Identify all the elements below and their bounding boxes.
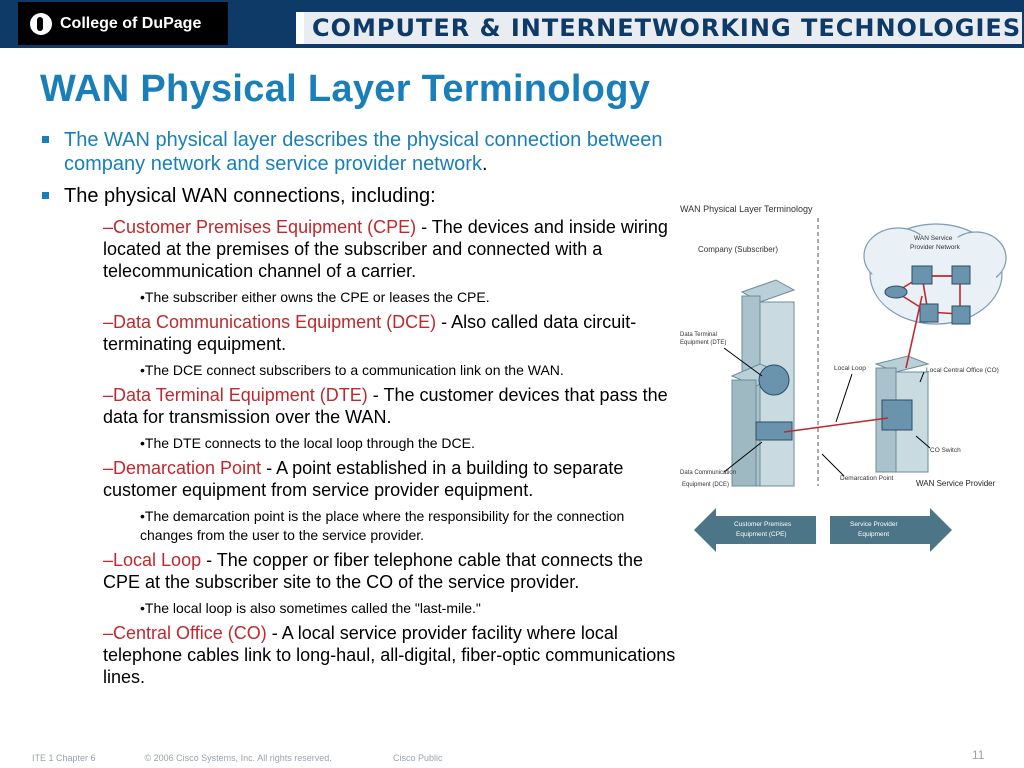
term-local-loop: –Local Loop [103,550,202,570]
item-cpe [103,216,678,282]
term-dce: –Data Communications Equipment (DCE) [103,312,437,332]
item-local-loop [103,549,678,593]
footer-copyright: © 2006 Cisco Systems, Inc. All rights reserved. [144,753,332,763]
footer-classification: Cisco Public [393,753,443,763]
term-central-office: –Central Office (CO) [103,623,267,643]
desc-local-loop: - The copper or fiber telephone cable that connects the CPE at the subscriber site to the CO of the service provider. [103,550,644,592]
item-central-office [103,622,678,688]
term-cpe: –Customer Premises Equipment (CPE) [103,217,417,237]
sub-cpe: •The subscriber either owns the CPE or leases the CPE. [140,289,490,305]
desc-dce: - Also called data circuit-terminating equipment. [103,312,637,354]
label-co: Local Central Office (CO) [926,367,999,374]
label-cloud-1: WAN Service [914,235,953,242]
college-logo-icon [30,13,52,35]
desc-demarcation: - A point established in a building to separate customer equipment from service provider equipment. [103,458,624,500]
cpe-arrow [694,508,816,552]
footer-course: ITE 1 Chapter 6 [32,753,96,763]
bullet-wan-physical-layer [40,128,678,176]
figure-title: WAN Physical Layer Terminology [680,204,813,214]
college-logo-text: College of DuPage [60,14,202,32]
sub-local-loop: •The local loop is also sometimes called the "last-mile." [140,600,481,616]
wan-terminology-diagram [676,196,1020,556]
label-cloud-2: Provider Network [910,244,960,251]
label-provider: WAN Service Provider [916,479,996,488]
term-dte: –Data Terminal Equipment (DTE) [103,385,368,405]
sub-demarcation: •The demarcation point is the place where the responsibility for the connection changes from the user to the service provider. [140,508,625,543]
provider-building [876,356,928,472]
bullet-period: . [481,153,488,175]
provider-arrow [830,508,952,552]
slide-footer [32,753,443,763]
desc-cpe: - The devices and inside wiring located at the premises of the subscriber and connected with a telecommunication channel of a carrier. [103,217,668,281]
sub-dte: •The DTE connects to the local loop through the DCE. [140,435,475,451]
label-dte-2: Equipment (DTE) [680,340,727,346]
desc-dte: - The customer devices that pass the data for transmission over the WAN. [103,385,668,427]
label-co-switch: CO Switch [930,447,961,454]
page-number: 11 [972,748,985,762]
bullet-text: The WAN physical layer describes the physical connection between company network and service provider network [64,129,663,175]
bullet-text: The physical WAN connections, including: [64,185,436,207]
slide-title: WAN Physical Layer Terminology [40,68,651,110]
router-icon [759,365,789,395]
label-company: Company (Subscriber) [698,245,779,254]
label-dce-1: Data Communication [680,470,737,476]
slide-content [40,128,678,688]
arrow-left-text-2: Equipment (CPE) [736,531,787,538]
label-demarc: Demarcation Point [840,475,894,482]
arrow-right-text-2: Equipment [858,531,890,538]
label-dce-2: Equipment (DCE) [682,482,730,488]
bullet-physical-connections [40,184,678,208]
program-banner [296,12,1022,44]
item-dte [103,384,678,428]
item-demarcation [103,457,678,501]
label-local-loop: Local Loop [834,365,866,372]
college-logo [18,2,228,45]
term-demarcation: –Demarcation Point [103,458,262,478]
desc-central-office: - A local service provider facility where local telephone cables link to long-haul, all-digital, fiber-optic communications lines. [103,623,676,687]
program-banner-text: COMPUTER & INTERNETWORKING TECHNOLOGIES [312,14,1022,42]
sub-dce: •The DCE connect subscribers to a communication link on the WAN. [140,362,564,378]
arrow-left-text-1: Customer Premises [734,521,792,528]
local-loop-link [784,418,888,432]
item-dce [103,311,678,355]
arrow-right-text-1: Service Provider [850,521,898,528]
label-dte-1: Data Terminal [680,332,717,338]
